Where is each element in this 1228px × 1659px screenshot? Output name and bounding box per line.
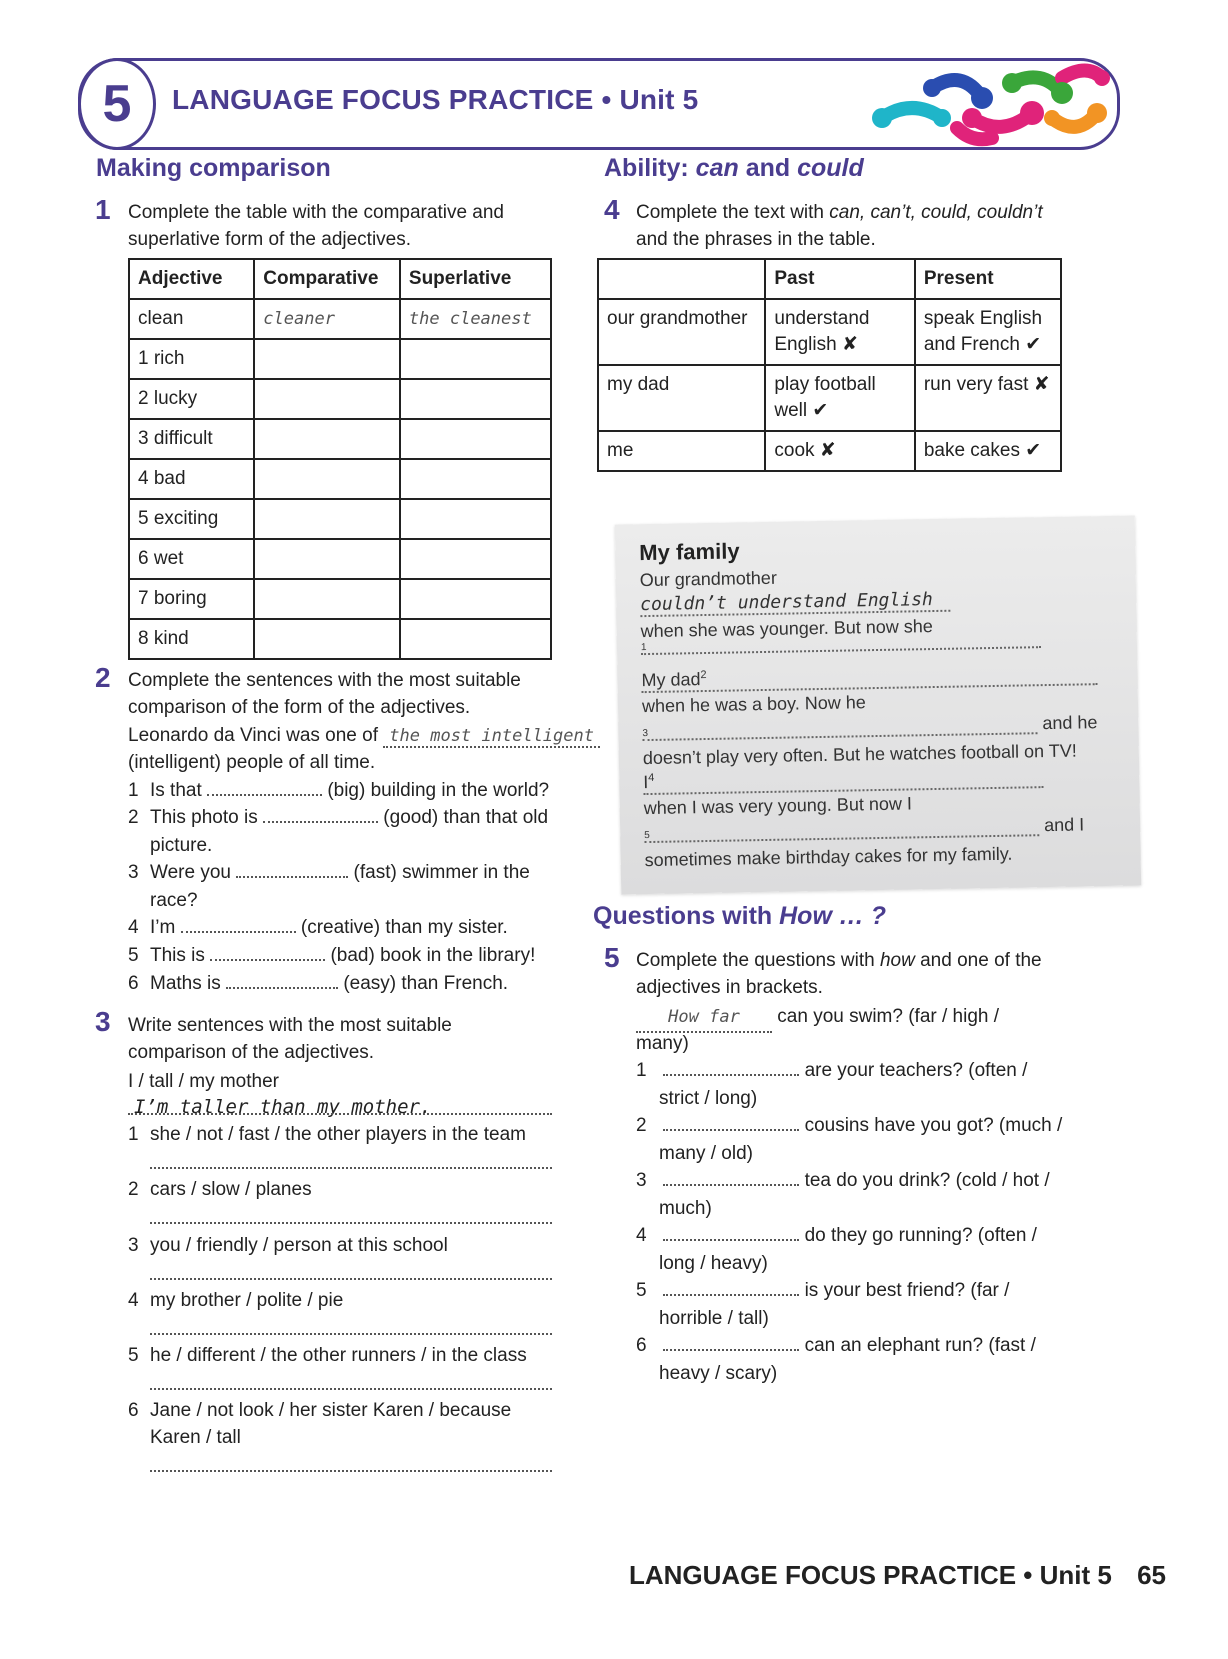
unit-number-badge: 5 (78, 58, 156, 150)
family-blank-1[interactable]: 1 (641, 635, 1041, 655)
table-header-row (129, 259, 551, 299)
family-blank-5[interactable]: 5 (644, 823, 1039, 843)
person-cell: me (598, 431, 765, 471)
family-blank-5-line (644, 814, 1100, 843)
family-blank-3[interactable]: 3 (642, 721, 1037, 741)
superlative-answer: the cleanest (400, 299, 551, 339)
comparative-blank[interactable] (254, 419, 400, 459)
adjective-cell: 2 lucky (129, 379, 254, 419)
item-text: (easy) than French. (343, 973, 509, 994)
past-cell: play football well ✔ (765, 365, 914, 431)
item-text-continued: much) (659, 1198, 712, 1219)
exercise-2-line-2: comparison of the form of the adjectives. (128, 697, 471, 718)
answer-line[interactable] (150, 1278, 552, 1280)
instruction-text: and one of the (914, 950, 1042, 971)
family-card-title: My family (639, 538, 740, 566)
item-number: 6 (636, 1335, 647, 1356)
family-text-line: doesn’t play very often. But he watches football on TV! (642, 740, 1077, 769)
superlative-blank[interactable] (400, 539, 551, 579)
exercise-5-item (636, 1112, 1062, 1140)
exercise-3-example-answer: I’m taller than my mother. (134, 1096, 432, 1118)
family-text: My dad (641, 669, 701, 691)
item-number: 1 (128, 780, 139, 801)
answer-line[interactable] (150, 1167, 552, 1169)
exercise-2-example-continued: (intelligent) people of all time. (128, 752, 376, 773)
table-header-cell: Comparative (254, 259, 400, 299)
item-text-continued: many) (636, 1033, 689, 1054)
item-text-continued: long / heavy) (659, 1253, 768, 1274)
item-text-continued: many / old) (659, 1143, 753, 1164)
superlative-blank[interactable] (400, 579, 551, 619)
past-cell: cook ✘ (765, 431, 914, 471)
title-part: Questions with (593, 902, 780, 930)
adjective-cell: 3 difficult (129, 419, 254, 459)
superlative-blank[interactable] (400, 419, 551, 459)
item-text-continued: Karen / tall (150, 1427, 241, 1448)
exercise-1-instructions (128, 199, 504, 253)
family-blank-2-line[interactable] (641, 662, 1097, 693)
instruction-keywords: can, can’t, could, couldn’t (829, 202, 1043, 223)
answer-line (128, 1113, 552, 1115)
item-number: 2 (128, 1179, 139, 1200)
table-row (129, 299, 551, 339)
family-text-line: Our grandmother (639, 567, 778, 591)
adjective-cell: clean (129, 299, 254, 339)
item-text: can an elephant run? (fast / (804, 1335, 1036, 1356)
family-text: and I (1043, 814, 1085, 836)
item-text: (good) than that old (383, 807, 549, 828)
item-number: 5 (128, 945, 139, 966)
item-text: Is that (150, 780, 202, 801)
comparative-blank[interactable] (254, 379, 400, 419)
exercise-2-item (128, 777, 549, 805)
item-number: 5 (636, 1280, 647, 1301)
answer-blank[interactable] (207, 780, 322, 796)
answer-blank[interactable] (263, 807, 378, 823)
exercise-5-instructions (636, 947, 1042, 1001)
item-text: I’m (150, 917, 176, 938)
page-number: 65 (1137, 1560, 1166, 1590)
present-cell: run very fast ✘ (915, 365, 1061, 431)
present-cell: bake cakes ✔ (915, 431, 1061, 471)
answer-line[interactable] (150, 1333, 552, 1335)
item-text: (bad) book in the library! (330, 945, 536, 966)
answer-line[interactable] (150, 1222, 552, 1224)
item-text: do they go running? (often / (804, 1225, 1037, 1246)
superlative-blank[interactable] (400, 459, 551, 499)
table-row (129, 459, 551, 499)
item-text: he / different / the other runners / in the class (150, 1345, 527, 1366)
item-number: 1 (636, 1060, 647, 1081)
item-text: picture. (150, 835, 213, 856)
item-text: cars / slow / planes (150, 1179, 312, 1200)
answer-blank[interactable] (663, 1280, 799, 1296)
my-family-text-card (615, 515, 1141, 894)
exercise-3-item (128, 1342, 527, 1370)
exercise-3-item (128, 1397, 511, 1425)
table-row (129, 339, 551, 379)
table-header-row (598, 259, 1061, 299)
item-number: 5 (128, 1345, 139, 1366)
exercise-5-item (636, 1277, 1009, 1305)
instruction-text: Complete the text with (636, 202, 830, 223)
footer-title: LANGUAGE FOCUS PRACTICE • Unit 5 (628, 1560, 1112, 1590)
superlative-blank[interactable] (400, 619, 551, 659)
item-text-continued: horrible / tall) (659, 1308, 769, 1329)
comparative-blank[interactable] (254, 539, 400, 579)
comparative-answer: cleaner (254, 299, 400, 339)
item-number: 3 (128, 1235, 139, 1256)
exercise-3-item (128, 1232, 448, 1260)
exercise-4-line-2: and the phrases in the table. (636, 229, 876, 250)
family-blank-3-line (642, 712, 1098, 741)
answer-line[interactable] (150, 1388, 552, 1390)
family-text: and he (1042, 712, 1098, 734)
exercise-4-line-1 (636, 199, 1043, 226)
item-text: This is (150, 945, 205, 966)
exercise-5-line-2: adjectives in brackets. (636, 977, 823, 998)
past-cell: understand English ✘ (765, 299, 914, 365)
item-number: 2 (128, 807, 139, 828)
exercise-5-line-1 (636, 947, 1042, 974)
answer-line[interactable] (150, 1470, 552, 1472)
item-text: race? (150, 890, 198, 911)
blank-number: 4 (648, 771, 655, 785)
present-cell: speak English and French ✔ (915, 299, 1061, 365)
title-part-can: can (695, 154, 739, 182)
comparative-blank[interactable] (254, 619, 400, 659)
superlative-blank[interactable] (400, 339, 551, 379)
exercise-number-4: 4 (604, 194, 620, 225)
item-text: you / friendly / person at this school (150, 1235, 448, 1256)
exercise-2-item (128, 804, 548, 832)
item-text: Were you (150, 862, 231, 883)
family-text-line: when I was very young. But now I (643, 793, 913, 819)
exercise-2-item (128, 914, 508, 942)
instruction-text: Complete the questions with (636, 950, 880, 971)
comparative-blank[interactable] (254, 459, 400, 499)
comparative-blank[interactable] (254, 339, 400, 379)
answer-blank[interactable] (210, 945, 325, 961)
item-text: (big) building in the world? (327, 780, 550, 801)
table-header-cell: Superlative (400, 259, 551, 299)
adjective-cell: 6 wet (129, 539, 254, 579)
adjective-cell: 5 exciting (129, 499, 254, 539)
page-footer (629, 1560, 1166, 1591)
answer-blank[interactable] (236, 862, 348, 878)
adjective-cell: 4 bad (129, 459, 254, 499)
item-text: tea do you drink? (cold / hot / (804, 1170, 1050, 1191)
table-row (129, 579, 551, 619)
answer-blank[interactable] (663, 1170, 799, 1186)
exercise-5-item (636, 1332, 1036, 1360)
item-number: 4 (128, 1290, 139, 1311)
family-text: I (643, 772, 649, 793)
example-answer: How far (636, 1003, 772, 1033)
exercise-2-item (128, 970, 508, 998)
exercise-5-example (636, 1003, 999, 1033)
example-answer: the most intelligent (383, 726, 600, 748)
answer-blank[interactable] (663, 1225, 799, 1241)
table-row (129, 499, 551, 539)
person-cell: my dad (598, 365, 765, 431)
exercise-5-item (636, 1057, 1027, 1085)
item-text: (creative) than my sister. (300, 917, 508, 938)
adjective-cell: 7 boring (129, 579, 254, 619)
table-row (129, 619, 551, 659)
comparison-table (128, 258, 552, 660)
exercise-3-item (128, 1287, 343, 1315)
item-number: 4 (636, 1225, 647, 1246)
title-part-how: How … ? (779, 902, 887, 930)
exercise-number-1: 1 (95, 194, 111, 225)
exercise-2-line-1: Complete the sentences with the most suitable (128, 670, 521, 691)
item-text: are your teachers? (often / (804, 1060, 1028, 1081)
person-cell: our grandmother (598, 299, 765, 365)
exercise-2-instructions (128, 667, 521, 721)
table-row (129, 419, 551, 459)
decorative-molecule-art (862, 58, 1112, 148)
item-number: 3 (636, 1170, 647, 1191)
answer-blank[interactable] (181, 917, 296, 933)
blank-number: 2 (700, 668, 707, 682)
family-text-line: when he was a boy. Now he (641, 692, 866, 717)
page-header (78, 58, 1120, 150)
section-title-making-comparison: Making comparison (96, 154, 331, 182)
item-number: 3 (128, 862, 139, 883)
answer-blank[interactable] (226, 973, 338, 989)
answer-blank[interactable] (663, 1115, 799, 1131)
exercise-3-line-2: comparison of the adjectives. (128, 1042, 375, 1063)
exercise-3-example-prompt: I / tall / my mother (128, 1071, 279, 1092)
header-title: LANGUAGE FOCUS PRACTICE • Unit 5 (172, 84, 699, 115)
exercise-2-item (128, 859, 530, 887)
exercise-5-item (636, 1222, 1037, 1250)
table-row (598, 365, 1061, 431)
item-number: 2 (636, 1115, 647, 1136)
answer-blank[interactable] (663, 1335, 799, 1351)
exercise-number-5: 5 (604, 942, 620, 973)
table-row (129, 379, 551, 419)
comparative-blank[interactable] (254, 499, 400, 539)
item-text: Maths is (150, 973, 221, 994)
section-title-ability (604, 154, 864, 183)
table-row (598, 299, 1061, 365)
item-text: Jane / not look / her sister Karen / because (150, 1400, 512, 1421)
table-row (598, 431, 1061, 471)
item-text: is your best friend? (far / (804, 1280, 1010, 1301)
family-example-answer: couldn’t understand English (640, 589, 950, 617)
item-number: 6 (128, 973, 139, 994)
item-text: (fast) swimmer in the (353, 862, 530, 883)
exercise-number-2: 2 (95, 662, 111, 693)
exercise-3-line-1: Write sentences with the most suitable (128, 1015, 452, 1036)
table-header-cell: Adjective (129, 259, 254, 299)
superlative-blank[interactable] (400, 499, 551, 539)
exercise-3-item (128, 1176, 312, 1204)
family-blank-4-line[interactable] (643, 765, 1043, 795)
example-text: Leonardo da Vinci was one of (128, 725, 378, 746)
item-text-continued: strict / long) (659, 1088, 758, 1109)
item-number: 4 (128, 917, 139, 938)
item-text: cousins have you got? (much / (804, 1115, 1063, 1136)
adjective-cell: 1 rich (129, 339, 254, 379)
exercise-1-line-2: superlative form of the adjectives. (128, 229, 412, 250)
exercise-2-item (128, 942, 535, 970)
item-text: she / not / fast / the other players in the team (150, 1124, 526, 1145)
exercise-3-instructions (128, 1012, 452, 1066)
superlative-blank[interactable] (400, 379, 551, 419)
family-text-line: when she was younger. But now she (640, 616, 933, 642)
table-header-cell: Past (765, 259, 914, 299)
item-text: This photo is (150, 807, 258, 828)
adjective-cell: 8 kind (129, 619, 254, 659)
answer-blank[interactable] (663, 1060, 799, 1076)
exercise-4-instructions (636, 199, 1043, 253)
title-part: Ability: (604, 154, 696, 182)
item-text: can you swim? (far / high / (777, 1006, 1000, 1027)
title-part-could: could (797, 154, 864, 182)
table-row (129, 539, 551, 579)
title-part: and (738, 154, 798, 182)
exercise-number-3: 3 (95, 1006, 111, 1037)
exercise-2-example (128, 722, 600, 750)
section-title-questions-how (593, 902, 886, 931)
exercise-5-item (636, 1167, 1050, 1195)
item-text-continued: heavy / scary) (659, 1363, 778, 1384)
exercise-3-item (128, 1121, 526, 1149)
exercise-1-line-1: Complete the table with the comparative and (128, 202, 504, 223)
item-number: 1 (128, 1124, 139, 1145)
ability-table (597, 258, 1062, 472)
comparative-blank[interactable] (254, 579, 400, 619)
table-header-cell (598, 259, 765, 299)
family-text-line: sometimes make birthday cakes for my family. (644, 843, 1013, 871)
item-number: 6 (128, 1400, 139, 1421)
item-text: my brother / polite / pie (150, 1290, 344, 1311)
instruction-keyword: how (879, 950, 915, 971)
table-header-cell: Present (915, 259, 1061, 299)
